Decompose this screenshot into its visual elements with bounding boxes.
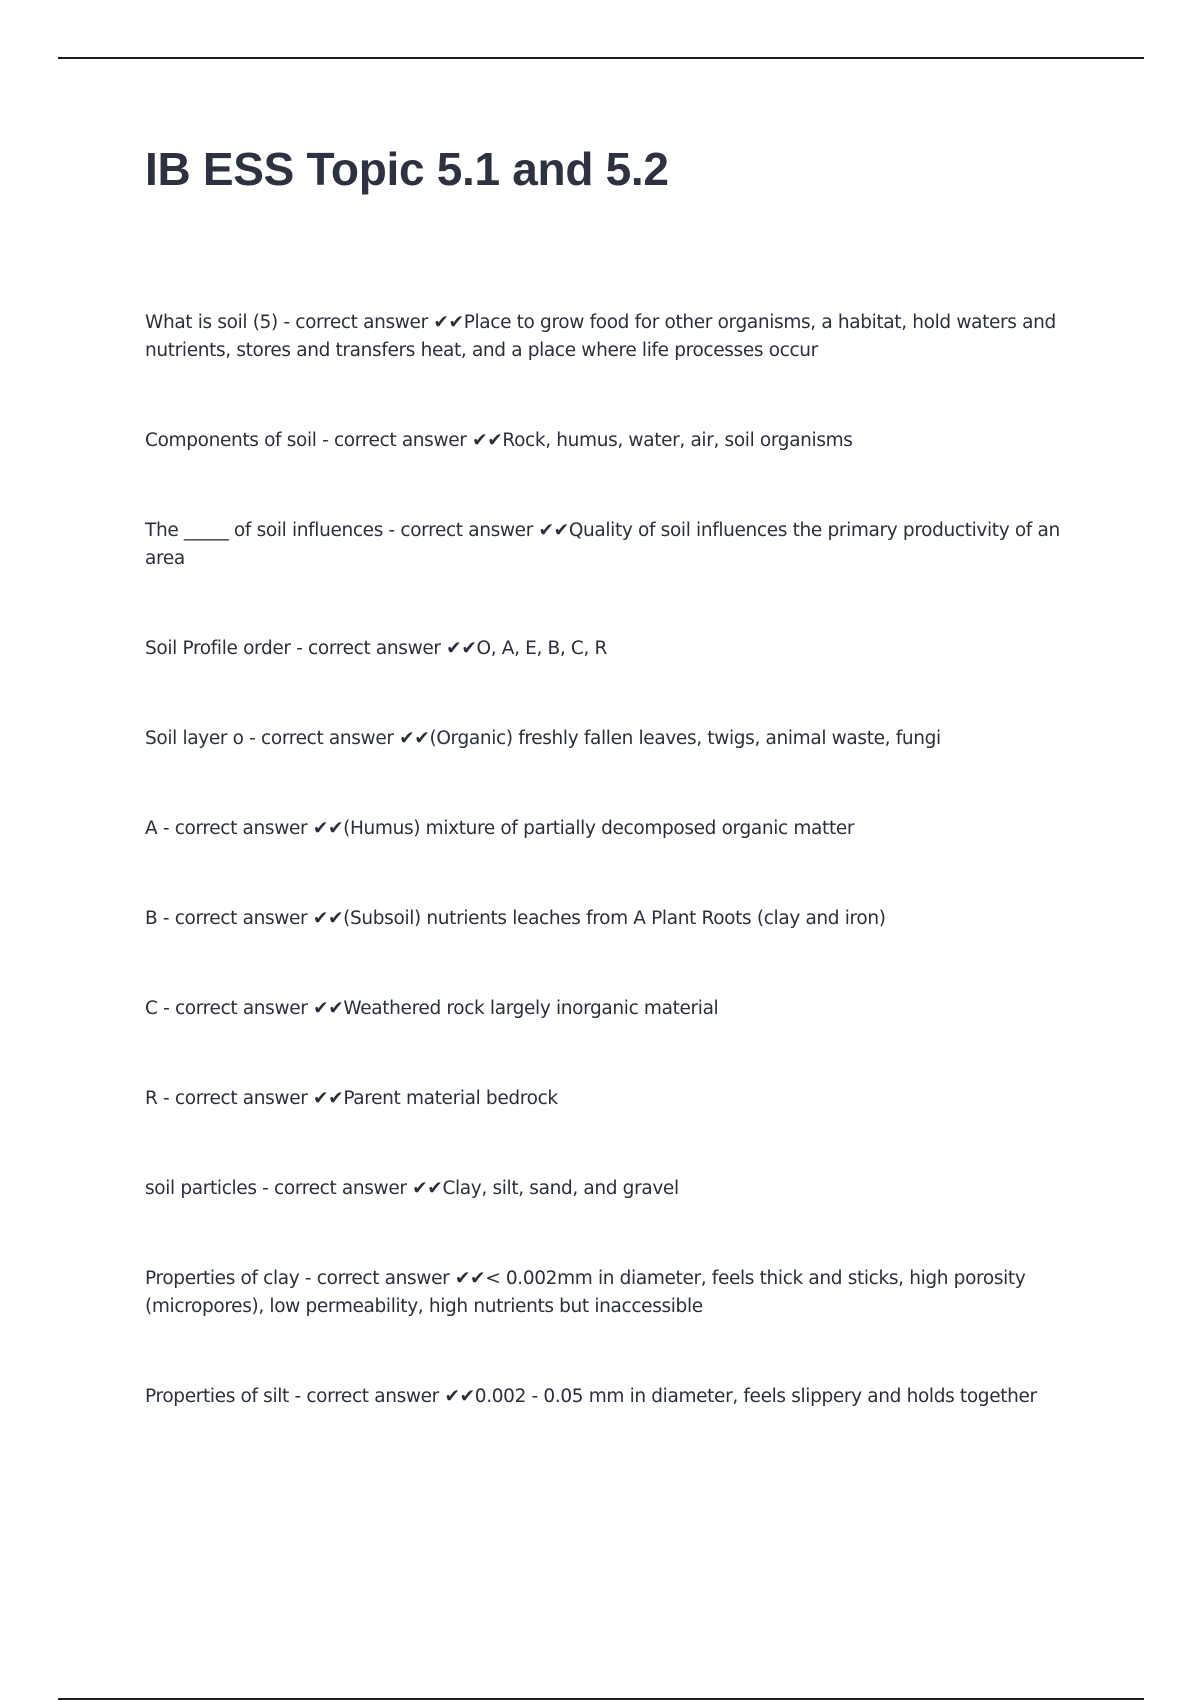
answer-separator: - correct answer [256,1177,413,1199]
checkmark-icon: ✔✔ [313,997,344,1019]
answer-separator: - correct answer [277,311,434,333]
checkmark-icon: ✔✔ [312,817,344,839]
qa-item [145,427,1090,455]
answer-text: < 0.002mm in diameter, feels thick and sticks, high porosity (micropores), low permeability, high nutrients but inaccessible [145,1267,1026,1317]
qa-item [145,1175,1090,1203]
page-title: IB ESS Topic 5.1 and 5.2 [145,143,669,195]
answer-separator: - correct answer [288,1385,445,1407]
answer-separator: - correct answer [383,519,539,541]
qa-item [145,309,1090,365]
checkmark-icon: ✔✔ [472,429,503,451]
question-text: C [145,997,158,1019]
answer-text: (Subsoil) nutrients leaches from A Plant Roots (clay and iron) [343,907,886,929]
checkmark-icon: ✔✔ [313,1087,344,1109]
question-text: What is soil (5) [145,311,278,333]
question-text: R [145,1087,158,1109]
qa-item [145,1383,1090,1411]
checkmark-icon: ✔✔ [446,637,477,659]
qa-list [145,290,1090,1473]
question-text: soil particles [145,1177,257,1199]
checkmark-icon: ✔✔ [412,1177,443,1199]
question-text: B [145,907,158,929]
question-text: Soil layer o [145,727,244,749]
qa-item [145,517,1090,573]
answer-separator: - correct answer [299,1267,455,1289]
answer-separator: - correct answer [157,997,314,1019]
answer-text: Quality of soil influences the primary productivity of an area [145,519,1060,569]
qa-item [145,725,1090,753]
checkmark-icon: ✔✔ [312,907,344,929]
answer-text: Rock, humus, water, air, soil organisms [502,429,853,451]
answer-text: Parent material bedrock [343,1087,558,1109]
answer-text: 0.002 - 0.05 mm in diameter, feels slippery and holds together [474,1385,1037,1407]
checkmark-icon: ✔✔ [399,727,430,749]
top-rule [58,57,1144,59]
answer-separator: - correct answer [157,907,313,929]
qa-item [145,905,1090,933]
answer-separator: - correct answer [316,429,473,451]
question-text: Properties of silt [145,1385,289,1407]
qa-item [145,1265,1090,1321]
answer-separator: - correct answer [157,817,313,839]
answer-text: (Organic) freshly fallen leaves, twigs, animal waste, fungi [429,727,941,749]
checkmark-icon: ✔✔ [433,311,464,333]
question-text: A [145,817,158,839]
qa-item [145,815,1090,843]
qa-item [145,635,1090,663]
qa-item [145,995,1090,1023]
checkmark-icon: ✔✔ [444,1385,475,1407]
checkmark-icon: ✔✔ [454,1267,486,1289]
answer-text: O, A, E, B, C, R [476,637,608,659]
answer-text: (Humus) mixture of partially decomposed organic matter [343,817,855,839]
answer-text: Place to grow food for other organisms, a habitat, hold waters and nutrients, stores and transfers heat, and a place where life processes occur [145,311,1056,361]
question-text: The _____ of soil influences [145,519,383,541]
answer-text: Clay, silt, sand, and gravel [442,1177,679,1199]
answer-separator: - correct answer [243,727,400,749]
qa-item [145,1085,1090,1113]
answer-separator: - correct answer [290,637,447,659]
question-text: Soil Profile order [145,637,291,659]
answer-text: Weathered rock largely inorganic material [343,997,719,1019]
checkmark-icon: ✔✔ [538,519,569,541]
question-text: Components of soil [145,429,317,451]
question-text: Properties of clay [145,1267,300,1289]
answer-separator: - correct answer [157,1087,314,1109]
